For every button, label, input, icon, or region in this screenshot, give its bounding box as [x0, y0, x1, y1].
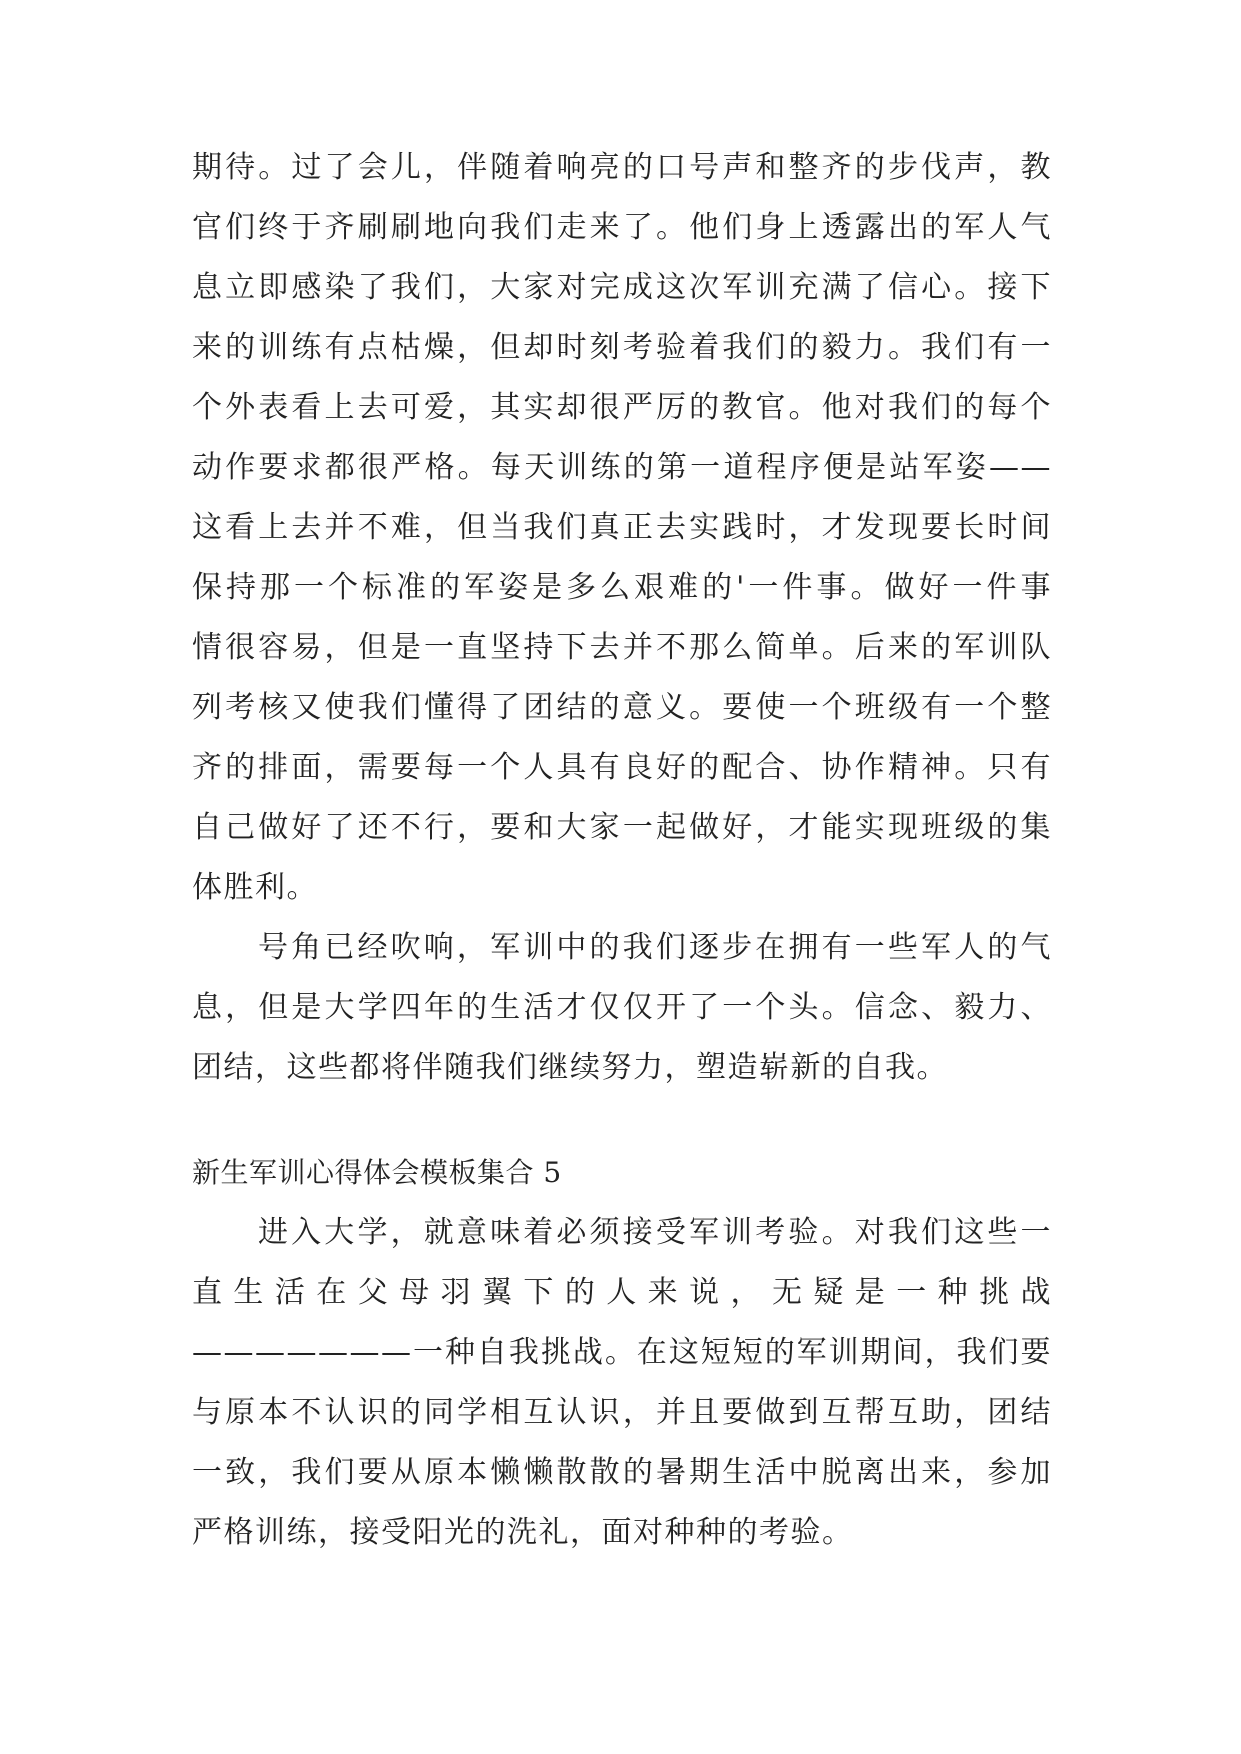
paragraph-line: 一致，我们要从原本懒懒散散的暑期生活中脱离出来，参加	[192, 1455, 1052, 1490]
paragraph-line: 体胜利。	[192, 870, 318, 905]
paragraph-line: 息，但是大学四年的生活才仅仅开了一个头。信念、毅力、	[192, 990, 1052, 1025]
paragraph-line: 动作要求都很严格。每天训练的第一道程序便是站军姿——	[192, 450, 1052, 485]
paragraph-line: 期待。过了会儿，伴随着响亮的口号声和整齐的步伐声，教	[192, 150, 1052, 185]
paragraph-line: ———————一种自我挑战。在这短短的军训期间，我们要	[192, 1335, 1052, 1370]
paragraph-line: 列考核又使我们懂得了团结的意义。要使一个班级有一个整	[192, 690, 1052, 725]
paragraph-line: 与原本不认识的同学相互认识，并且要做到互帮互助，团结	[192, 1395, 1052, 1430]
paragraph-line: 息立即感染了我们，大家对完成这次军训充满了信心。接下	[192, 270, 1052, 305]
paragraph-line: 保持那一个标准的军姿是多么艰难的'一件事。做好一件事	[192, 570, 1052, 605]
paragraph-line: 个外表看上去可爱，其实却很严厉的教官。他对我们的每个	[192, 390, 1052, 425]
paragraph-line: 团结，这些都将伴随我们继续努力，塑造崭新的自我。	[192, 1050, 948, 1085]
paragraph-line: 号角已经吹响，军训中的我们逐步在拥有一些军人的气	[258, 930, 1052, 965]
paragraph-line: 进入大学，就意味着必须接受军训考验。对我们这些一	[258, 1215, 1052, 1250]
paragraph-line: 官们终于齐刷刷地向我们走来了。他们身上透露出的军人气	[192, 210, 1052, 245]
paragraph-line: 情很容易，但是一直坚持下去并不那么简单。后来的军训队	[192, 630, 1052, 665]
paragraph-line: 直生活在父母羽翼下的人来说，无疑是一种挑战	[192, 1275, 1052, 1310]
paragraph-line: 齐的排面，需要每一个人具有良好的配合、协作精神。只有	[192, 750, 1052, 785]
paragraph-line: 这看上去并不难，但当我们真正去实践时，才发现要长时间	[192, 510, 1052, 545]
paragraph-line: 来的训练有点枯燥，但却时刻考验着我们的毅力。我们有一	[192, 330, 1052, 365]
paragraph-line: 自己做好了还不行，要和大家一起做好，才能实现班级的集	[192, 810, 1052, 845]
paragraph-line: 严格训练，接受阳光的洗礼，面对种种的考验。	[192, 1515, 854, 1550]
section-heading: 新生军训心得体会模板集合 5	[192, 1156, 562, 1189]
